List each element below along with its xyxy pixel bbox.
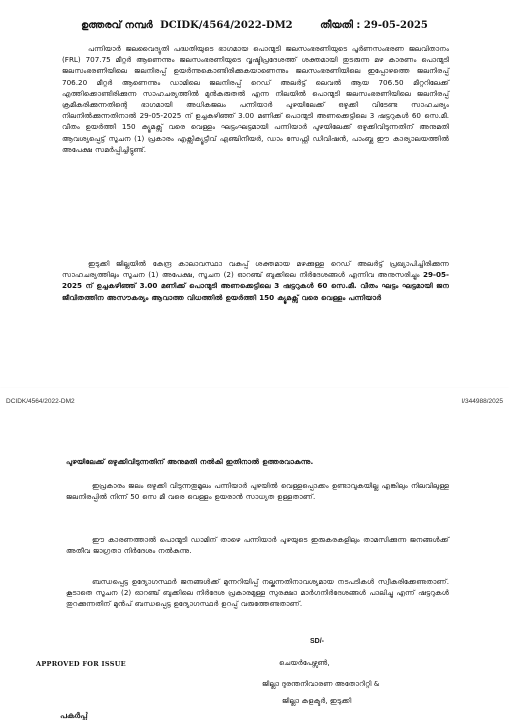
signature-authority: ജില്ലാ ദുരന്തനിവാരണ അതോറിറ്റി & — [262, 679, 380, 688]
running-header-file-number: DCIDK/4564/2022-DM2 — [6, 398, 75, 405]
order-label: ഉത്തരവ് നമ്പർ — [81, 20, 153, 31]
paragraph-1: പന്നിയാർ ജലവൈദ്യുതി പദ്ധതിയുടെ ഭാഗമായ പൊന്മുടി ജലസംഭരണിയുടെ പൂർണസംഭരണ ജലവിതാനം (FRL) 707.75 മീറ്റർ ആണെന്നും ജലസംഭരണിയുടെ വൃഷ്ടിപ്രദേശത്ത് ശക്തമായി തുടരുന്ന മഴ കാരണം പൊന്മുടി ജലസംഭരണിയിലെ ജലനിരപ്പ് ഉയർന്നുകൊണ്ടിരിക്കുകയാണെന്നും ജലസംഭരണിയിലെ ഇപ്പോഴത്തെ ജലനിരപ്പ് 706.20 മീറ്റർ ആണെന്നും ഡാമിലെ ജലനിരപ്പ് റെഡ് അലർട്ട് ലെവൽ ആയ 706.50 മീറ്ററിലേക്ക് എത്തിക്കൊണ്ടിരിക്കുന്ന സാഹചര്യത്തിൽ മുൻകരുതൽ എന്ന നിലയിൽ പൊന്മുടി ജലസംഭരണിയിലെ ജലനിരപ്പ് ക്രമീകരിക്കുന്നതിന്റെ ഭാഗമായി അധികജലം പന്നിയാർ പുഴയിലേക്ക് ഒഴുക്കി വിടേണ്ട സാഹചര്യം നിലനിൽക്കുന്നതിനാൽ 29-05-2025 ന് ഉച്ചകഴിഞ്ഞ് 3.00 മണിക്ക് പൊന്മുടി അണക്കെട്ടിലെ 3 ഷട്ടറുകൾ 60 സെ.മീ. വീതം ഉയർത്തി 150 ക്യൂമക്സ് വരെ വെള്ളം ഘട്ടംഘട്ടമായി പന്നിയാർ പുഴയിലേക്ക് ഒഴുക്കിവിടുന്നതിന് അനുമതി ആവശ്യപ്പെട്ട് സൂചന (1) പ്രകാരം എക്സിക്യൂട്ടീവ് എഞ്ചിനീയർ, ഡാം സേഫ്റ്റി ഡിവിഷൻ, പാംബ്ല ഈ കാര്യാലയത്തിൽ അപേക്ഷ സമർപ്പിച്ചിട്ടുണ്ട്. — [62, 44, 449, 154]
running-header-reference: I/344988/2025 — [461, 398, 503, 405]
paragraph-5: ഈ കാരണത്താൽ പൊന്മുടി ഡാമിന് താഴെ പന്നിയാർ പുഴയുടെ ഇരുകരകളിലും താമസിക്കുന്ന ജനങ്ങൾക്ക് അതീവ ജാഗ്രതാ നിർദേശം നൽകുന്നു. — [66, 535, 449, 556]
order-number: DCIDK/4564/2022-DM2 — [160, 20, 293, 31]
paragraph-2-text: ഇടുക്കി ജില്ലയിൽ കേന്ദ്ര കാലാവസ്ഥാ വകുപ്പ് ശക്തമായ മഴക്കുള്ള റെഡ് അലർട്ട് പ്രഖ്യാപിച്ചിരിക്കുന്ന സാഹചര്യത്തിലും സൂചന (1) അപേക്ഷ, സൂചന (2) ഓറഞ്ച് ബുക്കിലെ നിർദേശങ്ങൾ എന്നിവ അനുസരിച്ചും — [62, 259, 449, 280]
paragraph-4: ഇപ്രകാരം ജലം ഒഴുക്കി വിടുന്നതുമൂലം പന്നിയാർ പുഴയിൽ വെള്ളപ്പൊക്കം ഉണ്ടാവുകയില്ല എങ്കിലും നിലവിലുള്ള ജലനിരപ്പിൽ നിന്ന് 50 സെ മീ വരെ വെള്ളം ഉയരാൻ സാധ്യത ഉള്ളതാണ്. — [66, 481, 449, 502]
approved-for-issue: APPROVED FOR ISSUE — [36, 660, 126, 668]
signature-designation: ജില്ലാ കളക്ടർ, ഇടുക്കി — [282, 696, 352, 705]
signature-title: ചെയർപേഴ്സൺ, — [279, 658, 330, 667]
paragraph-2 — [62, 258, 449, 303]
order-header — [0, 20, 509, 31]
paragraph-2-bold-text: 29-05-2025 ന് ഉച്ചകഴിഞ്ഞ് 3.00 മണിക്ക് പൊന്മുടി അണക്കെട്ടിലെ 3 ഷട്ടറുകൾ 60 സെ.മീ. വീതം ഘട്ടം ഘട്ടമായി ജന ജീവിതത്തിന അസൗകര്യം ആവാത്ത വിധത്തിൽ ഉയർത്തി 150 ക്യൂമക്സ് വരെ വെള്ളം പന്നിയാർ — [62, 270, 449, 302]
date-label: തീയതി : — [320, 20, 361, 31]
cut-off-heading: പകർപ്പ് — [60, 711, 88, 720]
order-date: 29-05-2025 — [363, 20, 428, 31]
paragraph-3: പുഴയിലേക്ക് ഒഴുക്കിവിടുന്നതിന് അനുമതി നൽകി ഇതിനാൽ ഉത്തരവാകുന്നു. — [66, 457, 314, 466]
signed-mark: SD/- — [310, 638, 324, 645]
paragraph-6: ബന്ധപ്പെട്ട ഉദ്യോഗസ്ഥർ ജനങ്ങൾക്ക് മുന്നറിയിപ്പ് നല്കുന്നതിനാവശ്യമായ നടപടികൾ സ്വീകരിക്കേണ്ടതാണ്. കൂടാതെ സൂചന (2) ഓറഞ്ച് ബുക്കിലെ നിർദേശ പ്രകാരമുള്ള സുരക്ഷാ മാർഗനിർദേശങ്ങൾ പാലിച്ചു എന്ന് ഷട്ടറുകൾ തുറക്കുന്നതിന് മുൻപ് ബന്ധപ്പെട്ട ഉദ്യോഗസ്ഥർ ഉറപ്പ് വരുത്തേണ്ടതാണ്. — [66, 577, 449, 609]
